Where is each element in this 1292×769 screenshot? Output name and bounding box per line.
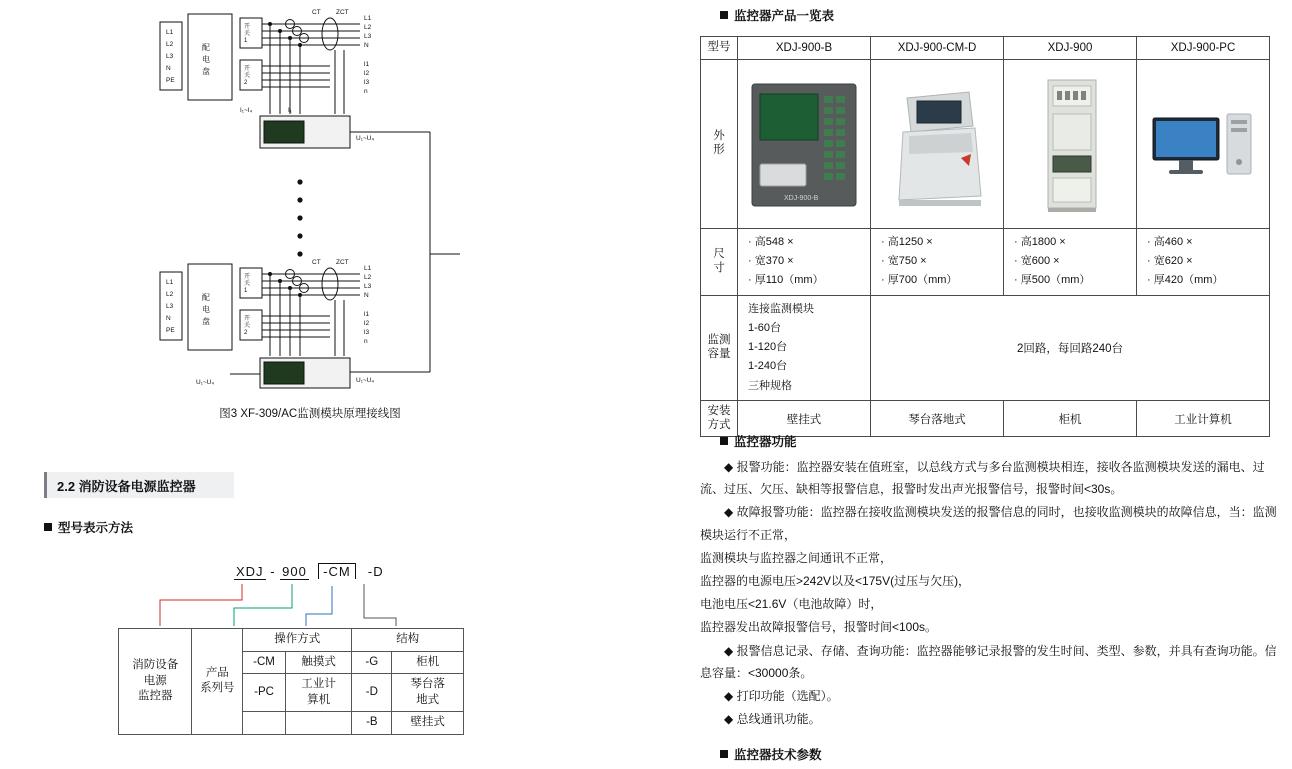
- svg-text:l3: l3: [364, 329, 370, 336]
- svg-text:配: 配: [202, 293, 210, 302]
- svg-text:l3: l3: [364, 79, 370, 86]
- right-column: [660, 0, 1292, 769]
- model-code-cm: -CM: [318, 563, 356, 579]
- svg-text:ZCT: ZCT: [336, 9, 349, 16]
- svg-text:L1: L1: [364, 15, 372, 22]
- svg-text:1: 1: [244, 38, 248, 44]
- svg-text:l2: l2: [364, 320, 370, 327]
- cell-st-name-2: 琴台落 地式: [392, 674, 464, 712]
- svg-text:关: 关: [244, 73, 251, 79]
- functions-body: [700, 456, 1278, 731]
- svg-text:L3: L3: [166, 303, 174, 310]
- svg-text:N: N: [364, 292, 369, 299]
- function-item-signal: 监控器发出故障报警信号，报警时间<100s。: [700, 620, 938, 635]
- cell-model-4: XDJ-900-PC: [1137, 37, 1270, 60]
- function-item-alarm: ◆ 报警功能：监控器安装在值班室，以总线方式与多台监测模块相连，接收各监测模块发送的漏电、过流、过压、欠压、缺相等报警信息，报警时发出声光报警信号，报警时间<30s。: [700, 460, 1265, 497]
- header-structure: 结构: [352, 629, 464, 652]
- function-item-battery: 电池电压<21.6V（电池故障）时，: [700, 597, 883, 612]
- svg-text:盘: 盘: [202, 67, 210, 76]
- svg-text:l1: l1: [364, 311, 370, 318]
- svg-text:2: 2: [244, 330, 248, 336]
- function-item-print: ◆ 打印功能（选配）。: [724, 688, 839, 703]
- table-row-appearance: [701, 59, 1270, 228]
- cell-st-name-3: 壁挂式: [392, 712, 464, 735]
- model-code-900: 900: [282, 564, 307, 579]
- svg-text:I₁: I₁: [288, 107, 292, 114]
- cell-op-code-3: [243, 712, 286, 735]
- product-image-xdj900b: [744, 74, 864, 214]
- svg-text:开: 开: [244, 24, 251, 30]
- product-image-xdj900cmd: [877, 74, 997, 214]
- svg-text:L2: L2: [364, 24, 372, 31]
- svg-text:盘: 盘: [202, 317, 210, 326]
- cell-model-3: XDJ-900: [1004, 37, 1137, 60]
- cell-model-1: XDJ-900-B: [738, 37, 871, 60]
- left-column: [0, 0, 640, 769]
- wiring-schematic: [130, 4, 460, 404]
- svg-text:CT: CT: [312, 9, 321, 16]
- model-code-xdj: XDJ: [236, 564, 264, 579]
- figure-caption: 图3 XF-309/AC监测模块原理接线图: [219, 408, 401, 420]
- row-label-appearance: 外 形: [701, 59, 738, 228]
- svg-text:l1: l1: [364, 61, 370, 68]
- cell-st-code-1: -G: [352, 651, 392, 674]
- table-row-model: [701, 37, 1270, 60]
- cell-capacity-1: 连接监测模块 1-60台 1-120台 1-240台 三种规格: [738, 295, 871, 400]
- function-item-comm: 监测模块与监控器之间通讯不正常，: [700, 550, 893, 565]
- svg-text:N: N: [364, 42, 369, 49]
- row-label-install: 安装 方式: [701, 400, 738, 437]
- svg-text:L3: L3: [364, 33, 372, 40]
- svg-text:开: 开: [244, 66, 251, 72]
- svg-text:L1: L1: [166, 279, 174, 286]
- svg-text:L2: L2: [364, 274, 372, 281]
- table-row-size: [701, 228, 1270, 295]
- cell-install-4: 工业计算机: [1137, 400, 1270, 437]
- svg-text:ZCT: ZCT: [336, 259, 349, 266]
- cell-st-name-1: 柜机: [392, 651, 464, 674]
- svg-text:U₁~U₄: U₁~U₄: [356, 377, 375, 384]
- cell-st-code-2: -D: [352, 674, 392, 712]
- function-item-bus: ◆ 总线通讯功能。: [724, 712, 821, 727]
- header-operation-mode: 操作方式: [243, 629, 352, 652]
- svg-text:配: 配: [202, 43, 210, 52]
- cell-install-1: 壁挂式: [738, 400, 871, 437]
- cell-size-2: · 高1250 × · 宽750 × · 厚700（mm）: [871, 228, 1004, 295]
- cell-size-1: · 高548 × · 宽370 × · 厚110（mm）: [738, 228, 871, 295]
- function-item-voltage: 监控器的电源电压>242V以及<175V(过压与欠压)，: [700, 573, 971, 588]
- svg-text:U₁~U₄: U₁~U₄: [196, 379, 215, 386]
- cell-image-cabinet: [1004, 59, 1137, 228]
- svg-text:关: 关: [244, 281, 251, 287]
- parameters-heading: 监控器技术参数: [720, 745, 822, 763]
- svg-text:n: n: [364, 88, 368, 95]
- row-label-model: 型号: [701, 37, 738, 60]
- cell-product-name: 消防设备 电源 监控器: [119, 629, 192, 735]
- functions-heading: 监控器功能: [720, 432, 797, 450]
- row-label-capacity: 监测 容量: [701, 295, 738, 400]
- svg-text:L3: L3: [364, 283, 372, 290]
- model-method-heading: 型号表示方法: [44, 518, 133, 536]
- model-code-d: -D: [367, 564, 384, 579]
- section-title: 2.2 消防设备电源监控器: [44, 472, 234, 498]
- svg-text:l2: l2: [364, 70, 370, 77]
- cell-op-name-3: [285, 712, 351, 735]
- svg-text:N: N: [166, 315, 171, 322]
- product-image-xdj900: [1010, 74, 1130, 214]
- svg-text:N: N: [166, 65, 171, 72]
- product-overview-table: [700, 36, 1270, 437]
- cell-capacity-merged: 2回路，每回路240台: [871, 295, 1270, 400]
- svg-text:PE: PE: [166, 327, 175, 334]
- svg-text:PE: PE: [166, 77, 175, 84]
- svg-text:开: 开: [244, 274, 251, 280]
- cell-series-no: 产品 系列号: [192, 629, 243, 735]
- svg-text:L2: L2: [166, 291, 174, 298]
- row-label-size: 尺 寸: [701, 228, 738, 295]
- svg-text:1: 1: [244, 288, 248, 294]
- svg-text:电: 电: [202, 305, 210, 314]
- svg-text:L1: L1: [364, 265, 372, 272]
- svg-text:L2: L2: [166, 41, 174, 48]
- cell-image-wall-unit: [738, 59, 871, 228]
- product-table-heading: 监控器产品一览表: [720, 6, 834, 24]
- svg-text:电: 电: [202, 55, 210, 64]
- svg-text:I₁~I₄: I₁~I₄: [240, 107, 253, 114]
- svg-text:U₁~U₄: U₁~U₄: [356, 135, 375, 142]
- model-code-diagram: [44, 560, 464, 760]
- cell-install-2: 琴台落地式: [871, 400, 1004, 437]
- table-row-capacity: [701, 295, 1270, 400]
- cell-op-name-2: 工业计 算机: [285, 674, 351, 712]
- svg-text:关: 关: [244, 31, 251, 37]
- cell-size-4: · 高460 × · 宽620 × · 厚420（mm）: [1137, 228, 1270, 295]
- cell-op-code-1: -CM: [243, 651, 286, 674]
- model-code-table: [118, 628, 464, 735]
- cell-op-code-2: -PC: [243, 674, 286, 712]
- model-code-text: XDJ - 900 -CM -D: [234, 564, 387, 579]
- function-item-fault: ◆ 故障报警功能：监控器在接收监测模块发送的报警信息的同时，也接收监测模块的故障信息，当：监测模块运行不正常，: [700, 505, 1277, 542]
- cell-size-3: · 高1800 × · 宽600 × · 厚500（mm）: [1004, 228, 1137, 295]
- cell-image-pc: [1137, 59, 1270, 228]
- svg-text:L3: L3: [166, 53, 174, 60]
- cell-model-2: XDJ-900-CM-D: [871, 37, 1004, 60]
- svg-text:开: 开: [244, 316, 251, 322]
- product-image-xdj900pc: [1143, 74, 1263, 214]
- cell-image-console: [871, 59, 1004, 228]
- svg-text:n: n: [364, 338, 368, 345]
- svg-text:CT: CT: [312, 259, 321, 266]
- cell-st-code-3: -B: [352, 712, 392, 735]
- cell-op-name-1: 触摸式: [285, 651, 351, 674]
- svg-text:2: 2: [244, 80, 248, 86]
- function-item-record: ◆ 报警信息记录、存储、查询功能：监控器能够记录报警的发生时间、类型、参数，并具有查询功能。信息容量：<30000条。: [700, 643, 1277, 680]
- svg-text:关: 关: [244, 323, 251, 329]
- table-row: [119, 629, 464, 652]
- cell-install-3: 柜机: [1004, 400, 1137, 437]
- svg-text:L1: L1: [166, 29, 174, 36]
- svg-text:XDJ-900-B: XDJ-900-B: [784, 194, 819, 202]
